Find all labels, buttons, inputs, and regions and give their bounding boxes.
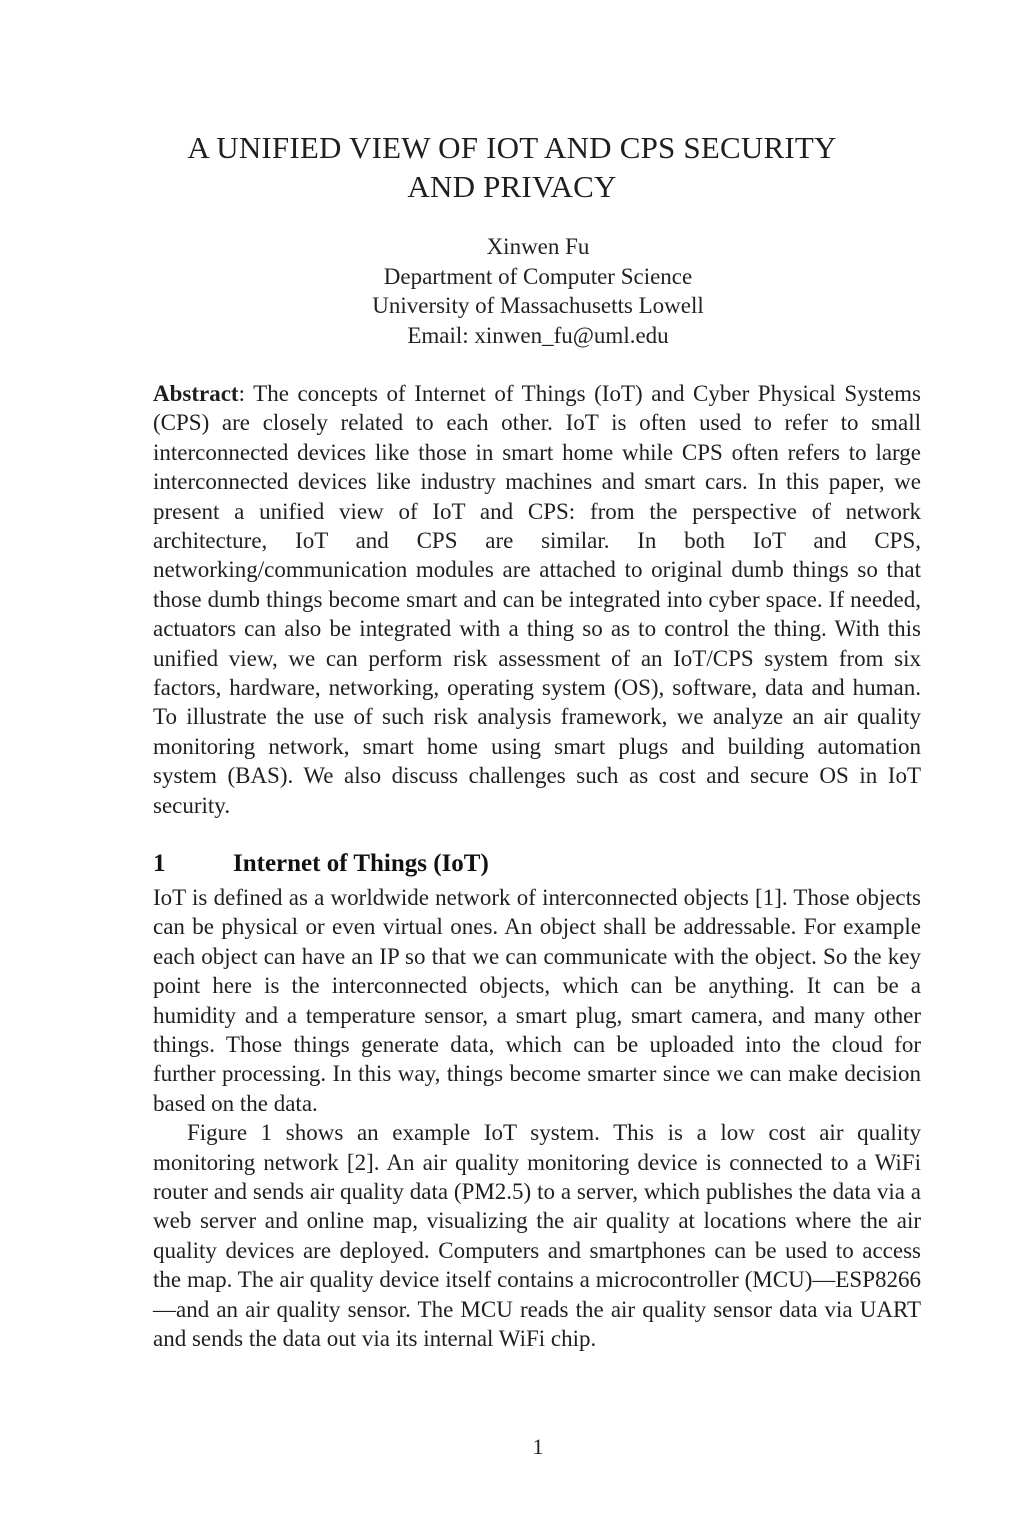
author-department: Department of Computer Science (383, 263, 693, 289)
section-title: Internet of Things (IoT) (233, 850, 489, 877)
section-paragraph-1: IoT is defined as a worldwide network of interconnected objects [1]. Those objects can be physical or even virtual ones. An object shall be addressable. For example each object can have an IP so that we can communicate with the object. So the key point here is the interconnected objects, which can be anything. It can be a humidity and a temperature sensor, a smart plug, smart camera, and many other things. Those things generate data, which can be uploaded into the cloud for further processing. In this way, things become smarter since we can make decision based on the data. (153, 885, 921, 1116)
abstract-text: : The concepts of Internet of Things (IoT) and Cyber Physical Systems (CPS) are closely related to each other. IoT is often used to refer to small interconnected devices like those in smart home while CPS often refers to large interconnected devices like industry machines and smart cars. In this paper, we present a unified view of IoT and CPS: from the perspective of network architecture, IoT and CPS are similar. In both IoT and CPS, networking/communication modules are attached to original dumb things so that those dumb things become smart and can be integrated into cyber space. If needed, actuators can also be integrated with a thing so as to control the thing. With this unified view, we can perform risk assessment of an IoT/CPS system from six factors, hardware, networking, operating system (OS), software, data and human. To illustrate the use of such risk analysis framework, we analyze an air quality monitoring network, smart home using smart plugs and building automation system (BAS). We also discuss challenges such as cost and secure OS in IoT security. (153, 381, 921, 818)
author-email: Email: xinwen_fu@uml.edu (407, 322, 669, 348)
section-paragraph-2: Figure 1 shows an example IoT system. This is a low cost air quality monitoring network [2]. An air quality monitoring device is connected to a WiFi router and sends air quality data (PM2.5) to a server, which publishes the data via a web server and online map, visualizing the air quality at locations where the air quality devices are deployed. Computers and smartphones can be used to access the map. The air quality device itself contains a microcontroller (MCU)—ESP8266—and an air quality sensor. The MCU reads the air quality sensor data via UART and sends the data out via its internal WiFi chip. (153, 1120, 921, 1352)
title-line-1: A UNIFIED VIEW OF IOT AND CPS SECURITY (187, 130, 837, 165)
abstract-label: Abstract (153, 381, 239, 406)
section-heading (153, 848, 489, 880)
abstract (153, 379, 921, 820)
title-line-2: AND PRIVACY (407, 169, 617, 204)
section-number: 1 (153, 850, 166, 877)
author-university: University of Massachusetts Lowell (372, 293, 704, 318)
author-block (0, 232, 1024, 350)
section-body (153, 883, 921, 1354)
author-name: Xinwen Fu (486, 234, 590, 259)
paper-title (0, 128, 1024, 206)
page-number: 1 (532, 1434, 544, 1459)
